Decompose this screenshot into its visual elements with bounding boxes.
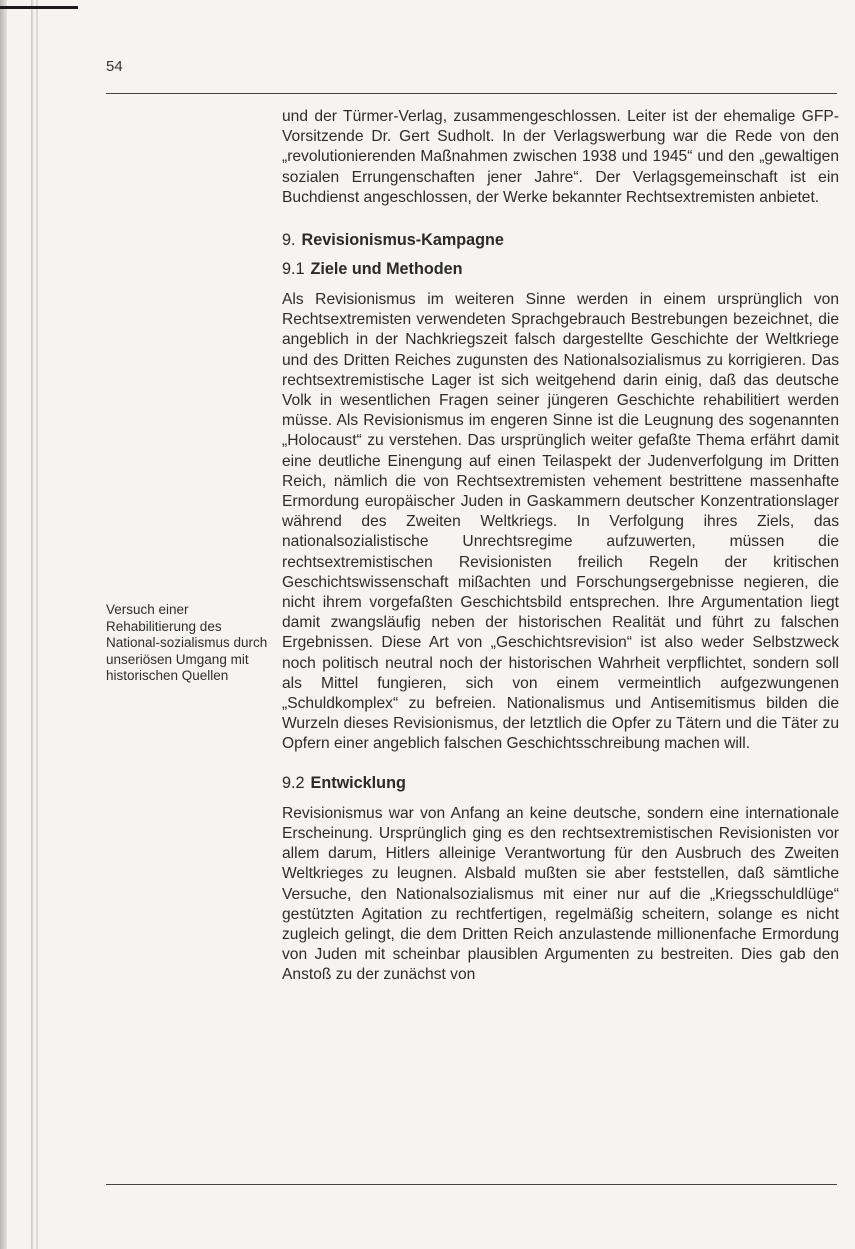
section-9-heading xyxy=(282,230,839,250)
section-9-1-heading xyxy=(282,259,839,279)
intro-paragraph: und der Türmer-Verlag, zusammengeschlossen. Leiter ist der ehemalige GFP-Vorsitzende Dr. Gert Sudholt. In der Verlagswerbung war die Rede von den „revolutionierenden Maßnahmen zwischen 1938 und 1945“ und den „gewaltigen sozialen Errungenschaften jener Jahre“. Der Verlagsgemeinschaft ist ein Buchdienst angeschlossen, der Werke bekannter Rechtsextremisten anbietet. xyxy=(282,108,839,206)
section-9-2-paragraph: Revisionismus war von Anfang an keine deutsche, sondern eine internationale Erscheinung. Ursprünglich ging es den rechtsextremistischen Revisionisten vor allem darum, Hitlers alleinige Verantwortung für den Ausbruch des Zweiten Weltkrieges zu leugnen. Alsbald mußten sie aber feststellen, daß sämtliche Versuche, den Nationalsozialismus mit einer nur auf die „Kriegsschuldlüge“ gestützten Agitation zu rechtfertigen, regelmäßig scheitern, solange es nicht zugleich gelingt, die dem Dritten Reich anzulastende millionenfache Ermordung von Juden mit scheinbar plausiblen Argumenten zu bestreiten. Dies gab den Anstoß zu der zunächst von xyxy=(282,804,839,984)
main-text-column xyxy=(282,107,839,986)
section-9-2-heading xyxy=(282,773,839,793)
margin-note: Versuch einer Rehabilitierung des National-sozialismus durch unseriösen Umgang mit historischen Quellen xyxy=(106,602,268,683)
scan-spine-shadow xyxy=(0,0,7,1249)
footer-rule xyxy=(106,1184,837,1185)
scan-gutter-line xyxy=(31,0,34,1249)
section-9-1-number: 9.1 xyxy=(282,260,305,279)
section-9-number: 9. xyxy=(282,231,296,250)
corner-mark xyxy=(0,6,78,9)
section-9-title: Revisionismus-Kampagne xyxy=(301,231,504,250)
header-rule xyxy=(106,93,837,94)
section-9-2-title: Entwicklung xyxy=(310,773,406,792)
section-9-2-number: 9.2 xyxy=(282,773,305,792)
scan-gutter-line-secondary xyxy=(36,0,38,1249)
page-number: 54 xyxy=(106,58,123,75)
section-9-1-paragraph: Als Revisionismus im weiteren Sinne werden in einem ursprünglich von Rechtsextremisten verwendeten Sprachgebrauch Bestrebungen bezeichnet, die angeblich in der Nachkriegszeit falsch dargestellte Geschichte der Weltkriege und des Dritten Reiches zugunsten des Nationalsozialismus zu korrigieren. Das rechtsextremistische Lager ist sich weitgehend darin einig, daß das deutsche Volk in wesentlichen Fragen seiner jüngeren Geschichte rehabilitiert werden müsse. Als Revisionismus im engeren Sinne ist die Leugnung des sogenannten „Holocaust“ zu verstehen. Das ursprünglich weiter gefaßte Thema erfährt damit eine deutliche Einengung auf einen Teilaspekt der Judenverfolgung im Dritten Reich, nämlich die von Rechtsextremisten vehement bestrittene massenhafte Ermordung europäischer Juden in Gaskammern deutscher Konzentrationslager während des Zweiten Weltkriegs. In Verfolgung ihres Ziels, das nationalsozialistische Unrechtsregime aufzuwerten, müssen die rechtsextremistischen Revisionisten freilich Regeln der kritischen Geschichtswissenschaft mißachten und Forschungsergebnisse negieren, die nicht ihrem vorgefaßten Geschichtsbild entsprechen. Ihre Argumentation liegt damit zwangsläufig neben der historischen Realität und führt zu falschen Ergebnissen. Diese Art von „Geschichtsrevision“ ist also weder Selbstzweck noch politisch neutral noch der historischen Wahrheit verpflichtet, sondern soll als Mittel fungieren, sich von einem vermeintlich aufgezwungenen „Schuldkomplex“ zu befreien. Nationalismus und Antisemitismus bilden die Wurzeln dieses Revisionismus, der letztlich die Opfer zu Tätern und die Täter zu Opfern einer angeblich falschen Geschichtsschreibung machen will. xyxy=(282,291,839,753)
section-9-1-title: Ziele und Methoden xyxy=(310,260,463,279)
